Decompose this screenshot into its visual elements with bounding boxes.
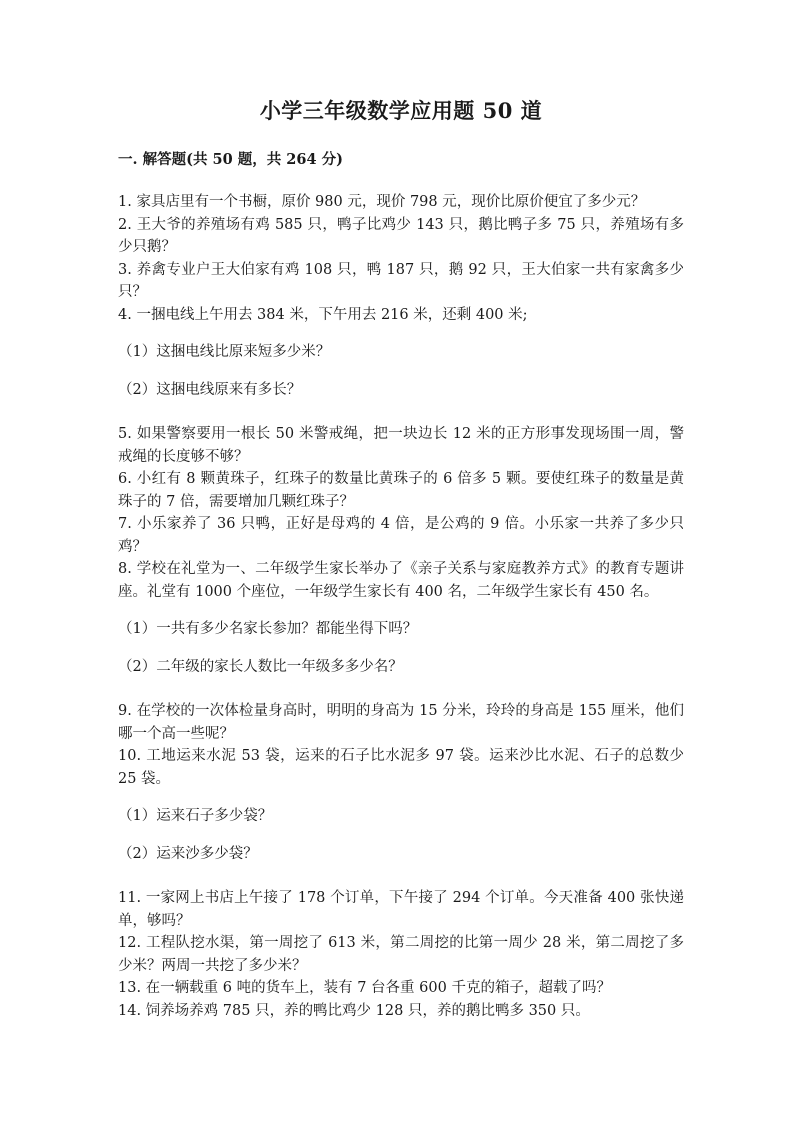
- question-10-part-2: （2）运来沙多少袋？: [118, 845, 258, 862]
- question-4: 4. 一捆电线上午用去 384 米，下午用去 216 米，还剩 400 米;: [118, 306, 528, 323]
- question-8: 8. 学校在礼堂为一、二年级学生家长举办了《亲子关系与家庭教养方式》的教育专题讲座。礼堂有 1000 个座位，一年级学生家长有 400 名，二年级学生家长有 450 名。: [118, 561, 684, 600]
- question-10: 10. 工地运来水泥 53 袋，运来的石子比水泥多 97 袋。运来沙比水泥、石子的总数少 25 袋。: [118, 748, 684, 787]
- question-1: 1. 家具店里有一个书橱，原价 980 元，现价 798 元，现价比原价便宜了多少元？: [118, 194, 646, 210]
- question-7: 7. 小乐家养了 36 只鸭，正好是母鸡的 4 倍，是公鸡的 9 倍。小乐家一共养了多少只鸡？: [118, 516, 684, 555]
- question-6: 6. 小红有 8 颗黄珠子，红珠子的数量比黄珠子的 6 倍多 5 颗。要使红珠子的数量是黄珠子的 7 倍，需要增加几颗红珠子？: [118, 471, 684, 510]
- document-page: [118, 96, 684, 1022]
- question-8-part-2: （2）二年级的家长人数比一年级多多少名？: [118, 658, 403, 675]
- question-3: 3. 养禽专业户王大伯家有鸡 108 只，鸭 187 只，鹅 92 只，王大伯家一共有家禽多少只？: [118, 261, 684, 300]
- question-4-part-1: （1）这捆电线比原来短多少米？: [118, 344, 331, 360]
- question-13: 13. 在一辆载重 6 吨的货车上，装有 7 台各重 600 千克的箱子，超载了吗？: [118, 980, 611, 996]
- question-2: 2. 王大爷的养殖场有鸡 585 只，鸭子比鸡少 143 只，鹅比鸭子多 75 只，养殖场有多少只鹅？: [118, 216, 684, 255]
- question-8-part-1: （1）一共有多少名家长参加？都能坐得下吗？: [118, 621, 418, 637]
- document-title: 小学三年级数学应用题 50 道: [259, 98, 543, 123]
- question-9: 9. 在学校的一次体检量身高时，明明的身高为 15 分米，玲玲的身高是 155 厘米，他们哪一个高一些呢？: [118, 703, 684, 742]
- question-14: 14. 饲养场养鸡 785 只，养的鸭比鸡少 128 只，养的鹅比鸭多 350 只。: [118, 1002, 590, 1019]
- question-10-part-1: （1）运来石子多少袋？: [118, 808, 273, 824]
- section-heading: 一. 解答题(共 50 题，共 264 分): [118, 151, 343, 168]
- question-12: 12. 工程队挖水渠，第一周挖了 613 米，第二周挖的比第一周少 28 米，第二周挖了多少米？两周一共挖了多少米？: [118, 935, 684, 974]
- question-4-part-2: （2）这捆电线原来有多长？: [118, 381, 302, 398]
- question-5: 5. 如果警察要用一根长 50 米警戒绳，把一块边长 12 米的正方形事发现场围一周，警戒绳的长度够不够？: [118, 426, 684, 465]
- question-11: 11. 一家网上书店上午接了 178 个订单，下午接了 294 个订单。今天准备 400 张快递单，够吗？: [118, 890, 684, 929]
